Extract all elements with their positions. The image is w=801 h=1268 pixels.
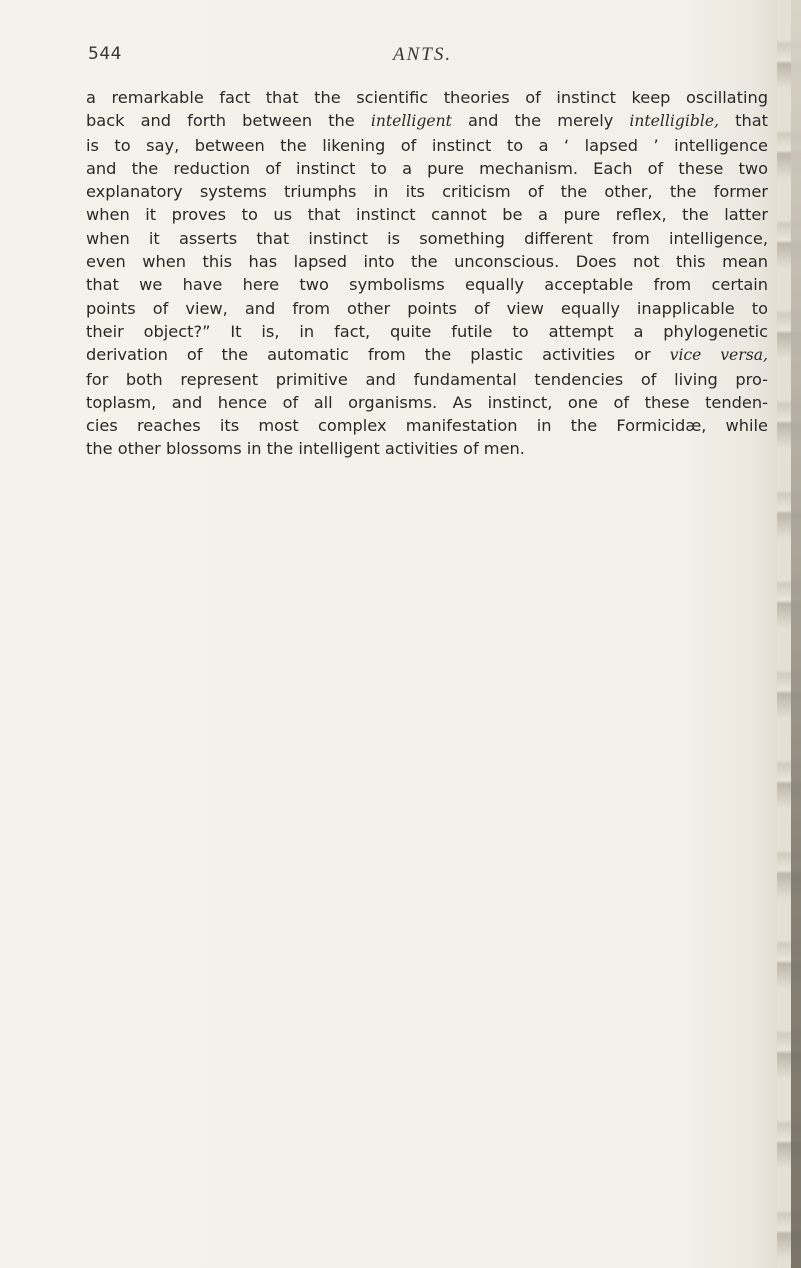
page-gutter-edge [791, 0, 801, 1268]
text-segment: when it asserts that instinct is something different from intelligence, [86, 228, 768, 248]
text-segment: toplasm, and hence of all organisms. As instinct, one of these tenden- [86, 392, 768, 412]
text-line [86, 343, 768, 367]
text-segment: even when this has lapsed into the unconscious. Does not this mean [86, 252, 768, 272]
text-segment: cies reaches its most complex manifestation in the Formicidæ, while [86, 416, 768, 436]
running-head: ANTS. [393, 44, 453, 65]
text-line [86, 203, 768, 226]
text-segment: when it proves to us that instinct cannot be a pure reflex, the latter [86, 205, 768, 225]
text-segment: derivation of the automatic from the plastic activities or [86, 345, 670, 365]
text-line [86, 86, 768, 109]
page-number: 544 [88, 44, 122, 64]
text-line [86, 180, 768, 203]
page-header [88, 40, 778, 70]
text-line [86, 297, 768, 320]
body-paragraph [86, 86, 768, 461]
text-line [86, 273, 768, 296]
text-line [86, 368, 768, 391]
text-line [86, 391, 768, 414]
text-segment: that we have here two symbolisms equally acceptable from certain [86, 275, 768, 295]
text-line [86, 250, 768, 273]
text-line [86, 437, 768, 460]
text-segment: and the merely [451, 111, 630, 131]
text-line [86, 227, 768, 250]
text-line [86, 134, 768, 157]
text-segment: a remarkable fact that the scientific theories of instinct keep oscillating [86, 88, 768, 107]
text-segment: that [719, 111, 768, 131]
text-segment: explanatory systems triumphs in its criticism of the other, the former [86, 182, 768, 202]
text-line [86, 414, 768, 437]
text-segment: for both represent primitive and fundamental tendencies of living pro- [86, 369, 768, 389]
text-line [86, 157, 768, 180]
text-segment: their object?” It is, in fact, quite futile to attempt a phylogenetic [86, 321, 768, 341]
italic-term: intelligent [370, 112, 452, 131]
text-segment: and the reduction of instinct to a pure mechanism. Each of these two [86, 158, 768, 178]
text-segment: points of view, and from other points of view equally inapplicable to [86, 298, 768, 318]
text-line [86, 109, 768, 133]
text-segment: is to say, between the likening of instinct to a ‘ lapsed ’ intelligence [86, 135, 768, 155]
italic-term: vice versa, [669, 346, 768, 365]
text-segment: the other blossoms in the intelligent activities of men. [86, 439, 525, 459]
text-segment: back and forth between the [86, 111, 371, 131]
text-line [86, 320, 768, 343]
italic-term: intelligible, [629, 112, 720, 131]
